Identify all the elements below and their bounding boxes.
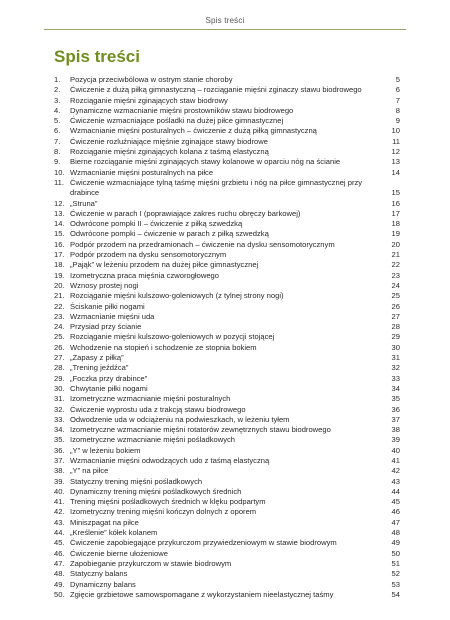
toc-entry-number: 10.	[54, 167, 65, 177]
toc-entry-page-number: 45	[391, 497, 400, 507]
toc-entry-number: 45.	[54, 538, 65, 548]
toc-entry-number: 50.	[54, 589, 65, 599]
page-title: Spis treści	[54, 47, 140, 66]
toc-entry	[54, 353, 400, 363]
toc-entry-title: Trening mięśni pośladkowych średnich w klęku podpartym	[70, 497, 266, 507]
toc-entry-number: 9.	[54, 157, 61, 167]
toc-entry-page-number: 36	[391, 404, 400, 414]
toc-entry	[54, 229, 400, 239]
toc-entry	[54, 168, 400, 178]
toc-entry-page-number: 22	[391, 260, 400, 270]
toc-entry-title: Podpór przodem na przedramionach – ćwiczenie na dysku sensomotorycznym	[70, 239, 335, 249]
toc-entry-page-number: 54	[391, 589, 400, 599]
toc-entry-page-number: 38	[391, 425, 400, 435]
toc-entry-title: Izometryczna praca mięśnia czworogłowego	[70, 270, 219, 280]
toc-entry	[54, 497, 400, 507]
toc-entry-title: Przysiad przy ścianie	[70, 322, 142, 332]
toc-entry-title: Wchodzenie na stopień i schodzenie ze stopnia bokiem	[70, 342, 257, 352]
toc-entry-title: Rozciąganie mięśni kulszowo-goleniowych (z tylnej strony nogi)	[70, 291, 284, 301]
toc-entry-title: Wzmacnianie mięśni odwodzących udo z taśmą elastyczną	[70, 455, 270, 465]
toc-entry	[54, 549, 400, 559]
running-header: Spis treści	[205, 16, 245, 25]
toc-entry-title: Izometryczne wzmacnianie mięśni pośladkowych	[70, 435, 236, 445]
toc-entry	[54, 271, 400, 281]
toc-entry-number: 32.	[54, 404, 65, 414]
toc-entry	[54, 528, 400, 538]
toc-entry-page-number: 12	[391, 147, 400, 157]
toc-entry-number: 16.	[54, 239, 65, 249]
toc-entry	[54, 126, 400, 136]
toc-entry-number: 23.	[54, 311, 65, 321]
toc-entry-page-number: 10	[391, 126, 400, 136]
toc-entry-page-number: 33	[391, 373, 400, 383]
toc-entry	[54, 446, 400, 456]
toc-entry-page-number: 28	[391, 322, 400, 332]
toc-entry-page-number: 44	[391, 486, 400, 496]
toc-entry-page-number: 7	[395, 95, 400, 105]
toc-entry-title: „Struna”	[70, 198, 98, 208]
toc-entry-number: 19.	[54, 270, 65, 280]
toc-entry-page-number: 52	[391, 569, 400, 579]
toc-entry-number: 6.	[54, 126, 61, 136]
toc-entry-page-number: 26	[391, 301, 400, 311]
toc-entry-title: Wzmacnianie mięśni uda	[70, 311, 155, 321]
toc-entry-number: 27.	[54, 353, 65, 363]
toc-entry-number: 15.	[54, 229, 65, 239]
toc-entry-title: Dynamiczny trening mięśni pośladkowych średnich	[70, 486, 242, 496]
toc-entry-title: „Foczka przy drabince”	[70, 373, 148, 383]
toc-entry	[54, 322, 400, 332]
toc-entry	[54, 157, 400, 167]
toc-entry	[54, 85, 400, 95]
toc-entry	[54, 302, 400, 312]
toc-entry-page-number: 18	[391, 219, 400, 229]
toc-entry-number: 47.	[54, 558, 65, 568]
toc-entry-page-number: 50	[391, 548, 400, 558]
toc-entry-number: 8.	[54, 147, 61, 157]
toc-entry-page-number: 46	[391, 507, 400, 517]
toc-entry-title: Rozciąganie mięśni zginających kolana z taśmą elastyczną	[70, 147, 269, 157]
toc-entry-title: Ćwiczenie bierne ułożeniowe	[70, 548, 168, 558]
toc-entry	[54, 250, 400, 260]
toc-entry-number: 21.	[54, 291, 65, 301]
toc-entry-page-number: 43	[391, 476, 400, 486]
toc-entry	[54, 405, 400, 415]
toc-entry-page-number: 42	[391, 466, 400, 476]
toc-entry-title: Ćwiczenie wyprostu uda z trakcją stawu biodrowego	[70, 404, 246, 414]
toc-entry-title: Izometryczne wzmacnianie mięśni rotatorów zewnętrznych stawu biodrowego	[70, 425, 331, 435]
toc-entry-title: „Y” na piłce	[70, 466, 109, 476]
toc-entry-number: 29.	[54, 373, 65, 383]
toc-entry	[54, 590, 400, 600]
toc-entry-title: Ściskanie piłki nogami	[70, 301, 145, 311]
toc-entry-number: 34.	[54, 425, 65, 435]
toc-entry-page-number: 40	[391, 445, 400, 455]
toc-entry-number: 49.	[54, 579, 65, 589]
toc-entry-number: 39.	[54, 476, 65, 486]
toc-entry-page-number: 32	[391, 363, 400, 373]
toc-entry	[54, 456, 400, 466]
toc-entry-title: Rozciąganie mięśni kulszowo-goleniowych w pozycji stojącej	[70, 332, 275, 342]
toc-entry-title: Statyczny trening mięśni pośladkowych	[70, 476, 203, 486]
toc-entry	[54, 147, 400, 157]
toc-entry-number: 40.	[54, 486, 65, 496]
toc-entry	[54, 106, 400, 116]
toc-entry-title: Odwrócone pompki II – ćwiczenie z piłką szwedzką	[70, 219, 243, 229]
toc-entry	[54, 240, 400, 250]
toc-entry-page-number: 17	[391, 208, 400, 218]
toc-entry	[54, 394, 400, 404]
toc-entry-page-number: 25	[391, 291, 400, 301]
toc-entry	[54, 580, 400, 590]
toc-entry-page-number: 9	[395, 116, 400, 126]
toc-entry-number: 22.	[54, 301, 65, 311]
toc-entry-title: Wzmacnianie mięśni posturalnych na piłce	[70, 167, 214, 177]
toc-entry	[54, 559, 400, 569]
toc-entry-number: 36.	[54, 445, 65, 455]
toc-entry-title: Dynamiczne wzmacnianie mięśni prostowników stawu biodrowego	[70, 105, 294, 115]
toc-entry	[54, 137, 400, 147]
toc-entry-title: Odwrócone pompki – ćwiczenie w parach z piłką szwedzką	[70, 229, 269, 239]
toc-entry-title: Rozciąganie mięśni zginających staw biodrowy	[70, 95, 228, 105]
toc-entry-number: 4.	[54, 105, 61, 115]
toc-entry-number: 42.	[54, 507, 65, 517]
toc-entry-title: Zgięcie grzbietowe samowspomagane z wykorzystaniem nieelastycznej taśmy	[70, 589, 334, 599]
toc-entry-number: 30.	[54, 383, 65, 393]
toc-entry-page-number: 34	[391, 383, 400, 393]
toc-entry-title: Dynamiczny balans	[70, 579, 136, 589]
toc-entry-page-number: 20	[391, 239, 400, 249]
toc-entry-number: 41.	[54, 497, 65, 507]
toc-entry-number: 11.	[54, 177, 64, 187]
toc-entry-number: 46.	[54, 548, 65, 558]
toc-entry	[54, 507, 400, 517]
toc-entry-page-number: 16	[391, 198, 400, 208]
toc-entry-number: 12.	[54, 198, 65, 208]
toc-entry-number: 26.	[54, 342, 65, 352]
toc-entry-page-number: 35	[391, 394, 400, 404]
toc-entry-page-number: 14	[391, 167, 400, 177]
toc-entry	[54, 291, 400, 301]
toc-entry-title: Ćwiczenie rozluźniające mięśnie zginające stawy biodrowe	[70, 136, 268, 146]
toc-entry-number: 20.	[54, 280, 65, 290]
toc-entry-title: Statyczny balans	[70, 569, 128, 579]
toc-entry-number: 33.	[54, 414, 65, 424]
toc-entry-page-number: 13	[391, 157, 400, 167]
toc-entry-title: Izometryczny trening mięśni kończyn dolnych z oporem	[70, 507, 257, 517]
toc-entry-page-number: 39	[391, 435, 400, 445]
toc-entry-page-number: 24	[391, 280, 400, 290]
toc-entry-number: 44.	[54, 528, 65, 538]
toc-entry	[54, 415, 400, 425]
toc-entry-number: 5.	[54, 116, 61, 126]
toc-entry-page-number: 15	[391, 188, 400, 198]
toc-entry-page-number: 48	[391, 528, 400, 538]
toc-entry-page-number: 21	[391, 250, 400, 260]
toc-entry	[54, 435, 400, 445]
toc-entry	[54, 312, 400, 322]
toc-entry-number: 14.	[54, 219, 65, 229]
header-divider	[44, 29, 406, 30]
toc-entry-title: Ćwiczenie z dużą piłką gimnastyczną – rozciąganie mięśni zginaczy stawu biodrowego	[70, 85, 362, 95]
toc-entry-title: Ćwiczenie wzmacniające pośladki na dużej piłce gimnastycznej	[70, 116, 284, 126]
toc-entry-title: Ćwiczenie w parach I (poprawiające zakres ruchu obręczy barkowej)	[70, 208, 301, 218]
toc-entry	[54, 96, 400, 106]
toc-entry-page-number: 6	[395, 85, 400, 95]
toc-list	[54, 75, 400, 600]
toc-entry-title: Ćwiczenie wzmacniające tylną taśmę mięśni grzbietu i nóg na piłce gimnastycznej przy drabince	[70, 177, 363, 198]
toc-entry-title: „Kreślenie” kółek kolanem	[70, 528, 158, 538]
toc-entry-title: Pozycja przeciwbólowa w ostrym stanie choroby	[70, 75, 233, 84]
toc-entry-page-number: 51	[391, 558, 400, 568]
toc-entry	[54, 374, 400, 384]
toc-entry-number: 7.	[54, 136, 61, 146]
toc-entry	[54, 281, 400, 291]
toc-entry-number: 35.	[54, 435, 65, 445]
toc-entry-number: 43.	[54, 517, 65, 527]
toc-entry-page-number: 29	[391, 332, 400, 342]
toc-entry-page-number: 8	[395, 105, 400, 115]
toc-entry-title: „Pająk” w leżeniu przodem na dużej piłce gimnastycznej	[70, 260, 259, 270]
toc-entry-title: „Y” w leżeniu bokiem	[70, 445, 141, 455]
toc-entry-page-number: 47	[391, 517, 400, 527]
toc-entry-title: Odwodzenie uda w odciążeniu na podwieszkach, w leżeniu tyłem	[70, 414, 290, 424]
toc-entry	[54, 487, 400, 497]
toc-entry-number: 37.	[54, 455, 65, 465]
toc-entry-title: Wznosy prostej nogi	[70, 280, 139, 290]
toc-entry-page-number: 30	[391, 342, 400, 352]
toc-entry-title: Izometryczne wzmacnianie mięśni posturalnych	[70, 394, 231, 404]
toc-entry	[54, 260, 400, 270]
toc-entry-page-number: 49	[391, 538, 400, 548]
toc-entry-number: 13.	[54, 208, 65, 218]
toc-entry-number: 17.	[54, 250, 65, 260]
toc-entry	[54, 116, 400, 126]
toc-entry-page-number: 27	[391, 311, 400, 321]
toc-entry-title: Chwytanie piłki nogami	[70, 383, 148, 393]
toc-entry-number: 38.	[54, 466, 65, 476]
toc-entry-page-number: 5	[395, 75, 400, 84]
toc-entry	[54, 199, 400, 209]
toc-entry	[54, 75, 400, 85]
toc-entry-number: 1.	[54, 75, 61, 84]
toc-entry	[54, 466, 400, 476]
toc-entry	[54, 425, 400, 435]
toc-entry-page-number: 23	[391, 270, 400, 280]
toc-entry	[54, 477, 400, 487]
toc-entry-title: Wzmacnianie mięśni posturalnych – ćwiczenie z dużą piłką gimnastyczną	[70, 126, 317, 136]
toc-entry	[54, 209, 400, 219]
toc-entry	[54, 569, 400, 579]
toc-entry-title: Zapobieganie przykurczom w stawie biodrowym	[70, 558, 232, 568]
toc-entry-page-number: 31	[391, 353, 400, 363]
toc-entry-number: 28.	[54, 363, 65, 373]
toc-entry-page-number: 53	[391, 579, 400, 589]
toc-entry-title: Bierne rozciąganie mięśni zginających stawy kolanowe w oparciu nóg na ścianie	[70, 157, 341, 167]
toc-entry	[54, 384, 400, 394]
toc-entry-number: 25.	[54, 332, 65, 342]
toc-entry	[54, 332, 400, 342]
toc-entry	[54, 178, 400, 199]
toc-entry-title: Podpór przodem na dysku sensomotorycznym	[70, 250, 227, 260]
toc-entry-title: „Zapasy z piłką”	[70, 353, 124, 363]
toc-entry-title: „Trening jeźdźca”	[70, 363, 129, 373]
toc-entry-page-number: 41	[391, 455, 400, 465]
toc-entry-number: 48.	[54, 569, 65, 579]
toc-entry-number: 18.	[54, 260, 65, 270]
toc-entry-number: 3.	[54, 95, 61, 105]
toc-entry-number: 2.	[54, 85, 61, 95]
toc-entry-page-number: 37	[391, 414, 400, 424]
toc-entry	[54, 538, 400, 548]
toc-entry-number: 31.	[54, 394, 65, 404]
toc-entry	[54, 219, 400, 229]
toc-entry-number: 24.	[54, 322, 65, 332]
toc-entry	[54, 363, 400, 373]
toc-entry-title: Ćwiczenie zapobiegające przykurczom przywiedzeniowym w stawie biodrowym	[70, 538, 337, 548]
toc-entry-page-number: 19	[391, 229, 400, 239]
toc-entry-page-number: 11	[392, 136, 400, 146]
toc-entry	[54, 518, 400, 528]
toc-entry-title: Miniszpagat na piłce	[70, 517, 139, 527]
toc-entry	[54, 343, 400, 353]
